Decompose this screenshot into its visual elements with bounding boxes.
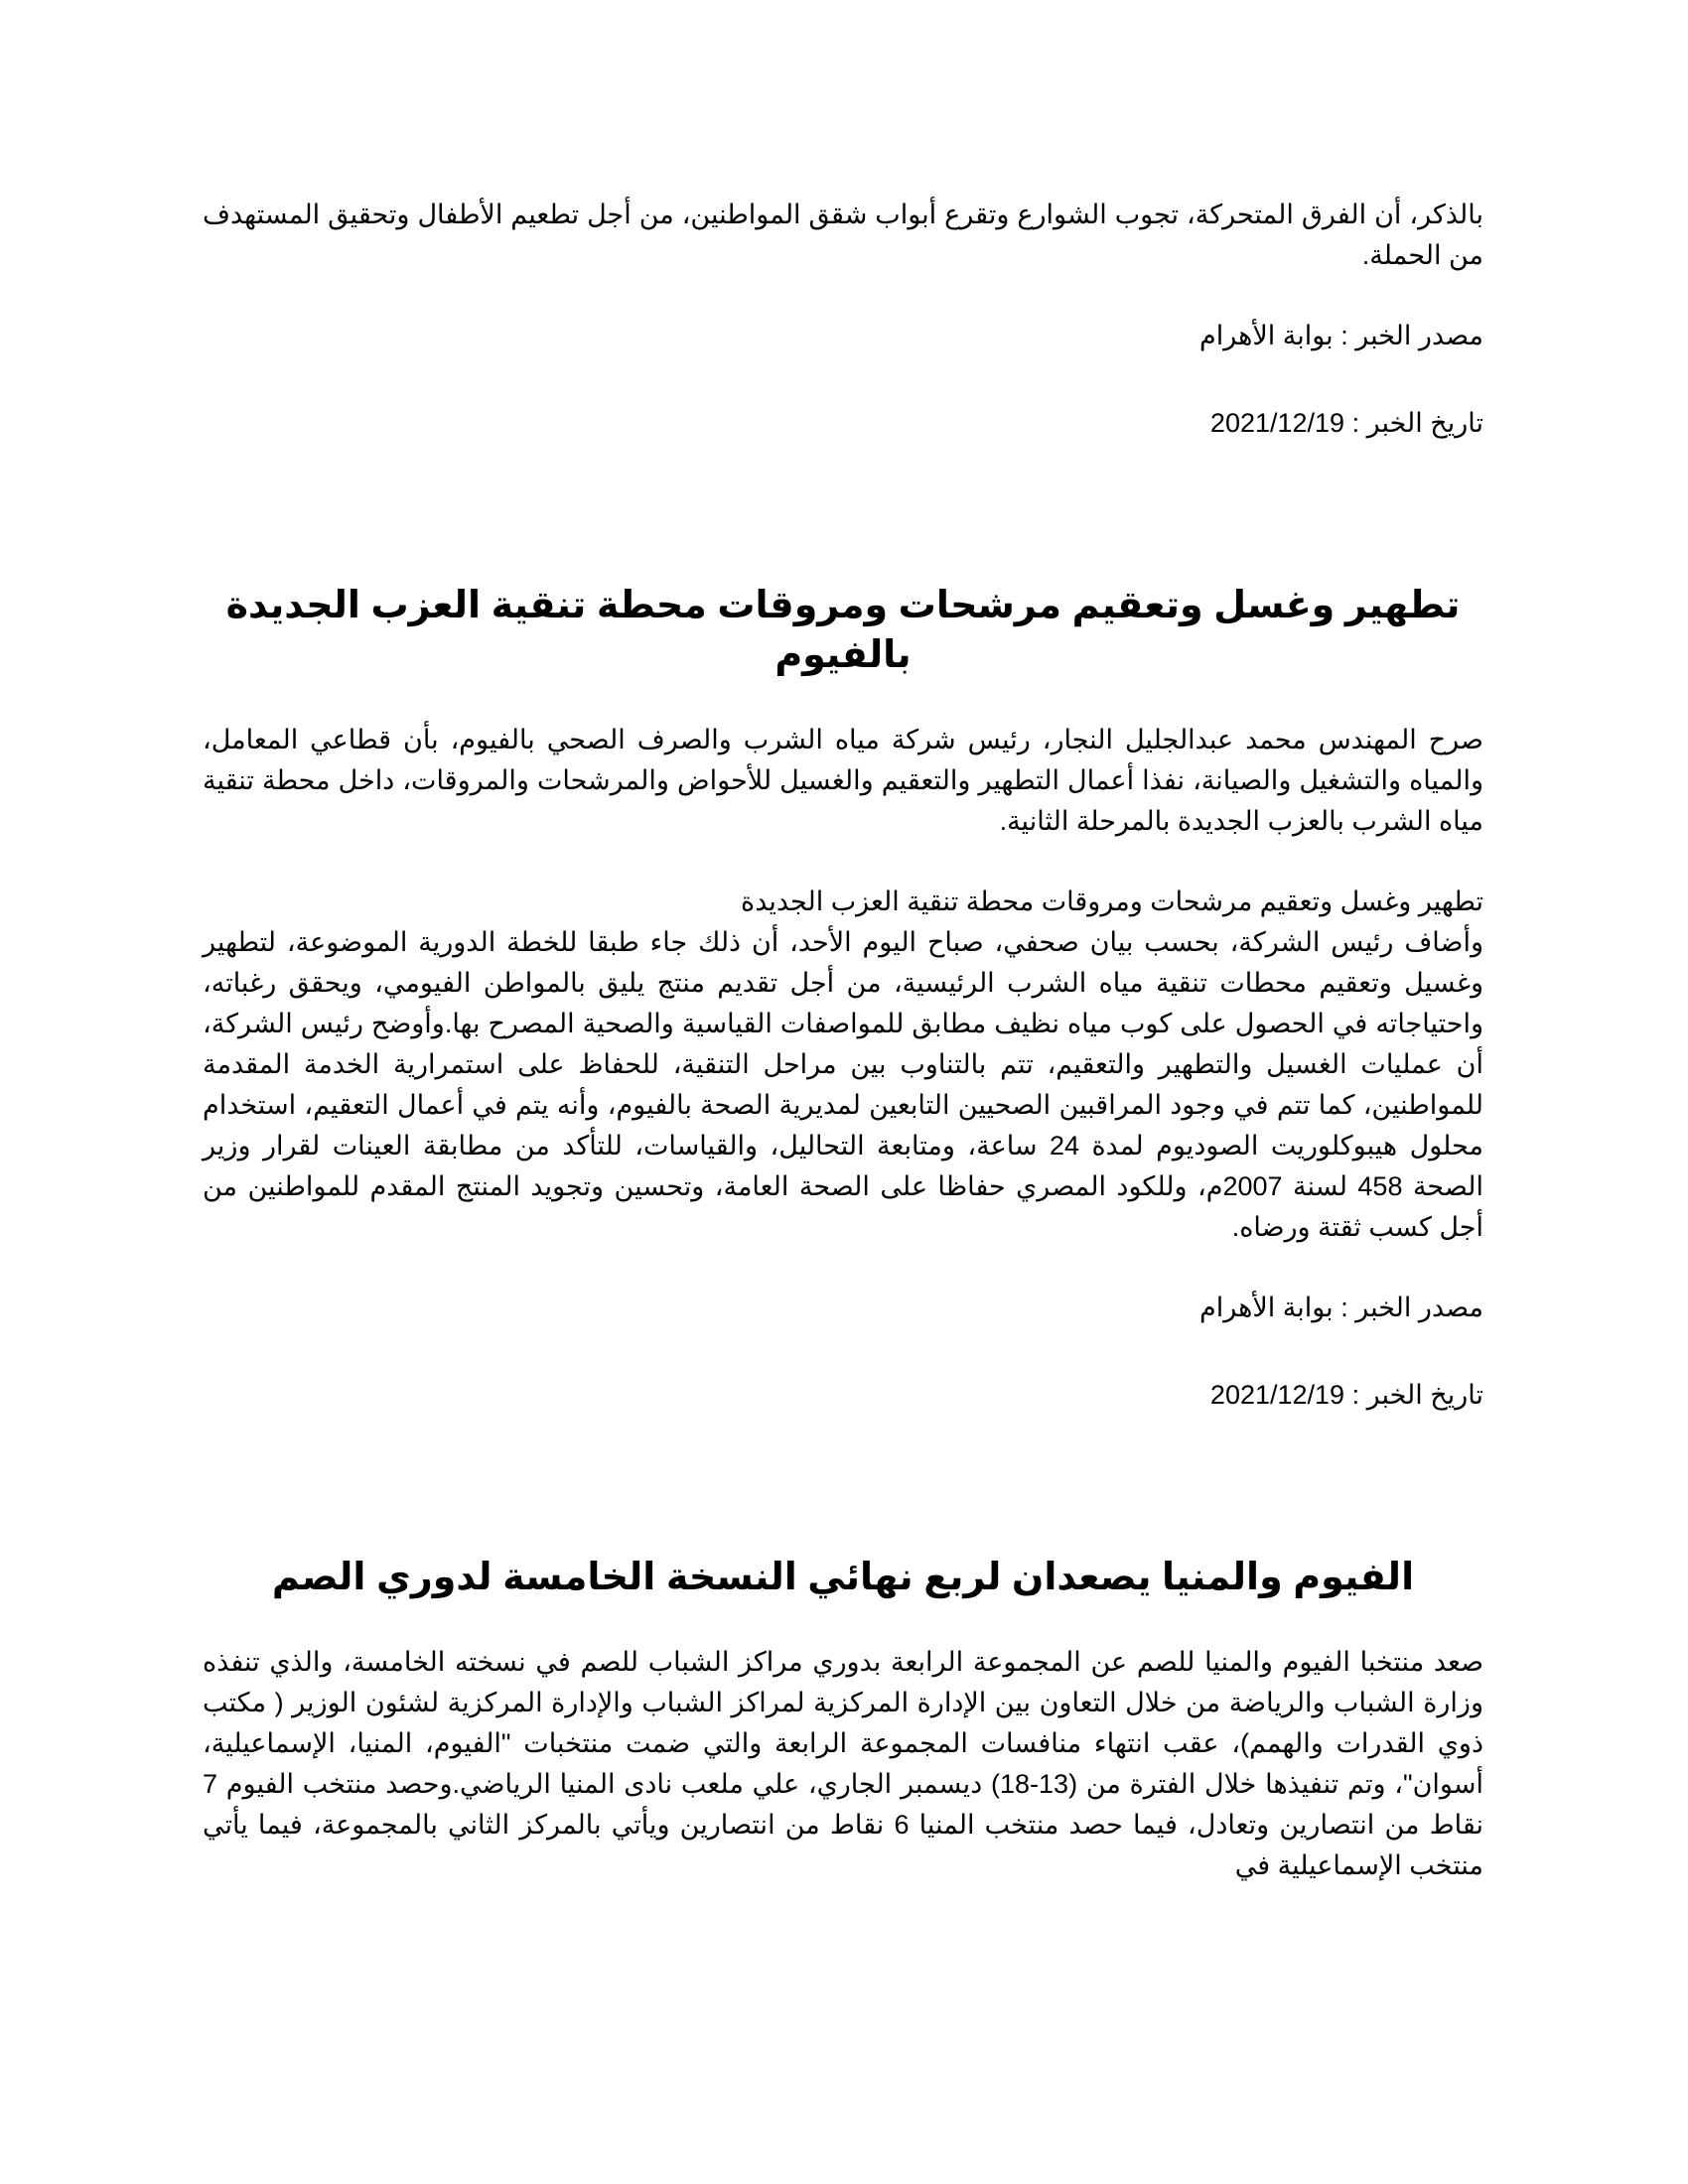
- article-paragraph: صرح المهندس محمد عبدالجليل النجار، رئيس شركة مياه الشرب والصرف الصحي بالفيوم، بأن قطاعي المعامل، والمياه والتشغيل والصيانة، نفذا أعمال التطهير والتعقيم والغسيل للأحواض والمرشحات والمروقات، داخل محطة تنقية مياه الشرب بالعزب الجديدة بالمرحلة الثانية.: [203, 725, 1483, 836]
- article-subheading: تطهير وغسل وتعقيم مرشحات ومروقات محطة تنقية العزب الجديدة: [741, 887, 1483, 916]
- news-date: تاريخ الخبر : 2021/12/19: [1209, 408, 1483, 438]
- article-paragraph: وأضاف رئيس الشركة، بحسب بيان صحفي، صباح اليوم الأحد، أن ذلك جاء طبقا للخطة الدورية الموضوعة، لتطهير وغسيل وتعقيم محطات تنقية مياه الشرب الرئيسية، من أجل تقديم منتج يليق بالمواطن الفيومي، ويحقق رغباته، واحتياجاته في الحصول على كوب مياه نظيف مطابق للمواصفات القياسية والصحية المصرح بها.وأوضح رئيس الشركة، أن عمليات الغسيل والتطهير والتعقيم، تتم بالتناوب بين مراحل التنقية، للحفاظ على استمرارية الخدمة المقدمة للمواطنين، كما تتم في وجود المراقبين الصحيين التابعين لمديرية الصحة بالفيوم، وأنه يتم في أعمال التعقيم، استخدام محلول هيبوكلوريت الصوديوم لمدة 24 ساعة، ومتابعة التحاليل، والقياسات، للتأكد من مطابقة العينات لقرار وزير الصحة 458 لسنة 2007م، وللكود المصري حفاظا على الصحة العامة، وتحسين وتجويد المنتج المقدم للمواطنين من أجل كسب ثقتة ورضاه.: [203, 927, 1483, 1242]
- document-page: [203, 195, 1483, 1886]
- news-source: مصدر الخبر : بوابة الأهرام: [1198, 321, 1483, 350]
- article-title: الفيوم والمنيا يصعدان لربع نهائي النسخة الخامسة لدوري الصم: [271, 1557, 1415, 1598]
- article-paragraph: صعد منتخبا الفيوم والمنيا للصم عن المجموعة الرابعة بدوري مراكز الشباب للصم في نسخته الخامسة، والذي تنفذه وزارة الشباب والرياضة من خلال التعاون بين الإدارة المركزية لمراكز الشباب والإدارة المركزية لشئون الوزير ( مكتب ذوي القدرات والهمم)، عقب انتهاء منافسات المجموعة الرابعة والتي ضمت منتخبات "الفيوم، المنيا، الإسماعيلية، أسوان"، وتم تنفيذها خلال الفترة من (13-18) ديسمبر الجاري، علي ملعب نادى المنيا الرياضي.وحصد منتخب الفيوم 7 نقاط من انتصارين وتعادل، فيما حصد منتخب المنيا 6 نقاط من انتصارين ويأتي بالمركز الثاني بالمجموعة، فيما يأتي منتخب الإسماعيلية في: [203, 1647, 1483, 1880]
- paragraph-continuation: بالذكر، أن الفرق المتحركة، تجوب الشوارع وتقرع أبواب شقق المواطنين، من أجل تطعيم الأطفال وتحقيق المستهدف من الحملة.: [203, 200, 1483, 270]
- news-date: تاريخ الخبر : 2021/12/19: [1209, 1380, 1483, 1410]
- news-source: مصدر الخبر : بوابة الأهرام: [1198, 1293, 1483, 1322]
- article-title: تطهير وغسل وتعقيم مرشحات ومروقات محطة تنقية العزب الجديدة بالفيوم: [225, 585, 1461, 676]
